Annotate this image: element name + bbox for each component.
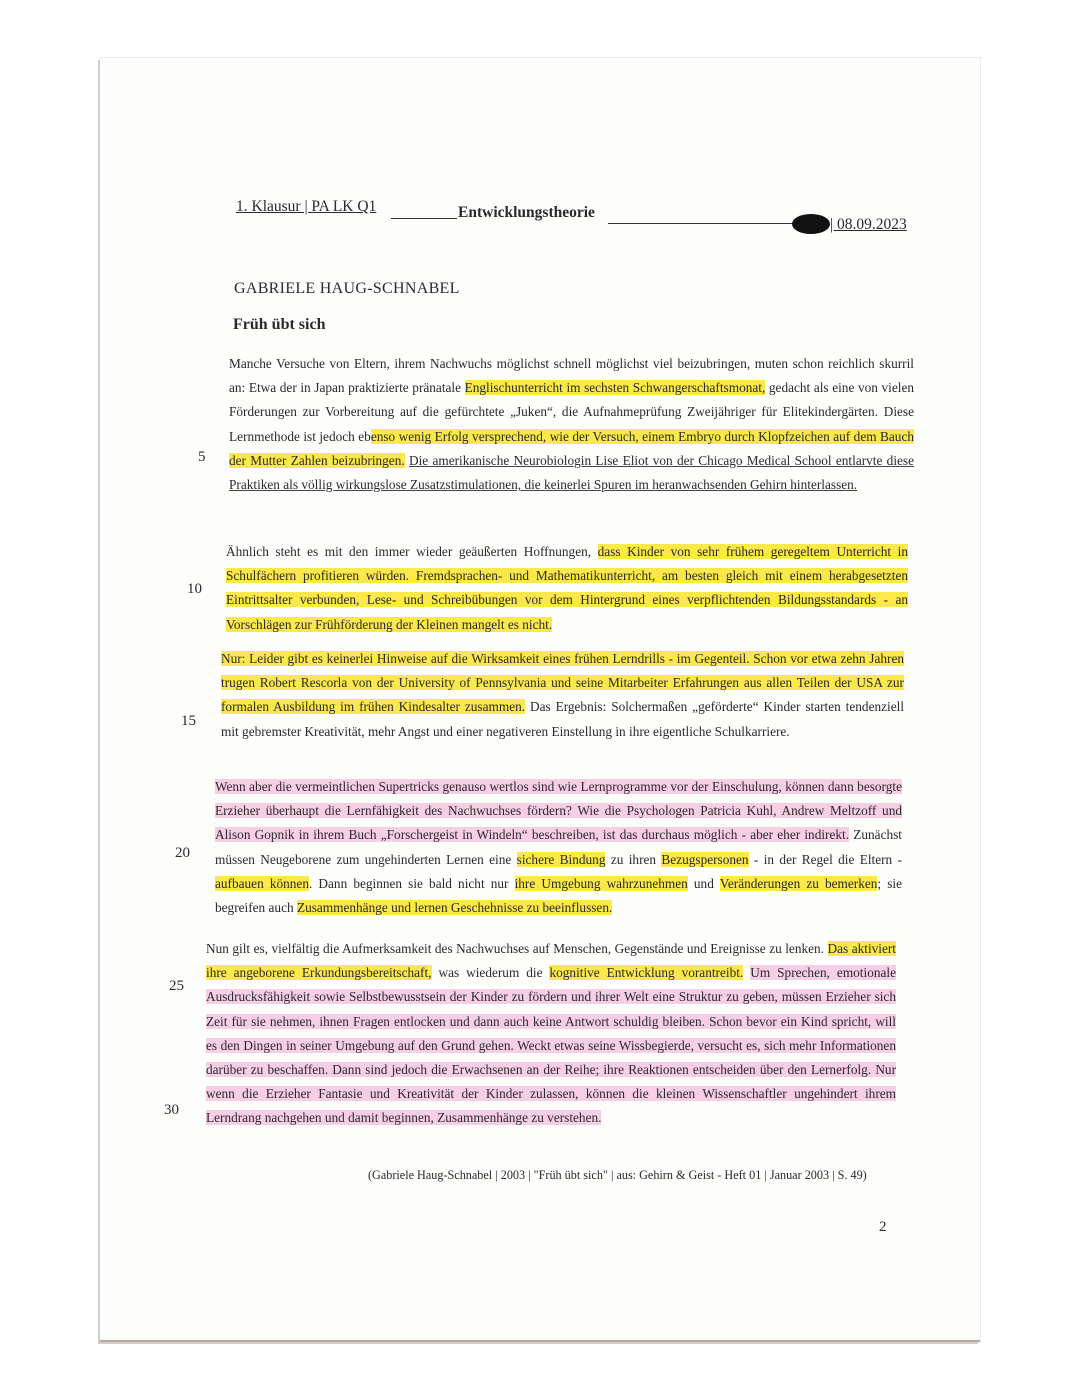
underlined-text: Die amerikanische Neurobiologin Lise Eliot von der Chicago Medical School entlarvte diese Praktiken als völlig wirkungslose Zusatzstimulationen, die keinerlei Spuren im heranwachsenden Gehirn hinterlassen. — [229, 452, 914, 493]
header-rule — [391, 218, 457, 219]
highlight: Das aktiviert ihre angeborene Erkundungsbereitschaft, — [206, 941, 897, 981]
highlight: Nur: Leider gibt es keinerlei Hinweise auf die Wirksamkeit eines frühen Lerndrills - im Gegenteil. Schon vor etwa zehn Jahren trugen Robert Rescorla von der University of Pennsylvania und seine Mitarbeiter Erfahrungen aus allen Teilen der USA zur formalen Ausbildung im frühen Kindesalter zusammen. — [221, 651, 904, 715]
highlight: ihre Umgebung wahrzunehmen — [514, 875, 688, 891]
article-author: GABRIELE HAUG-SCHNABEL — [234, 280, 460, 297]
highlight: sichere Bindung — [516, 851, 606, 867]
line-number: 5 — [198, 449, 206, 465]
exam-date: | 08.09.2023 — [830, 216, 907, 233]
line-number: 20 — [175, 845, 190, 861]
paragraph-5: Nun gilt es, vielfältig die Aufmerksamkeit des Nachwuchses auf Menschen, Gegenstände und Ereignisse zu lenken. Das aktiviert ihre angeborene Erkundungsbereitschaft, was wiederum die kognitive Entwicklung vorantreibt. Um Sprechen, emotionale Ausdrucksfähigkeit sowie Selbstbewusstsein der Kinder zu fördern und ihrer Welt eine Struktur zu geben, müssen Erzieher sich Zeit für sie nehmen, ihnen Fragen entlocken und dann auch keine Antwort schuldig bleiben. Schon bevor ein Kind spricht, will es den Dingen in seiner Umgebung auf den Grund gehen. Weckt etwas seine Wissbegierde, versucht es, sich mehr Informationen darüber zu beschaffen. Dann sind jedoch die Erwachsenen an der Reihe; ihre Reaktionen entscheiden über den Lernerfolg. Nur wenn die Erzieher Fantasie und Kreativität der Kinder zulassen, können die kleinen Wissenschaftler ungehindert ihrem Lerndrang nachgehen und damit beginnen, Zusammenhänge zu verstehen. — [206, 941, 897, 1126]
source-citation: (Gabriele Haug-Schnabel | 2003 | "Früh übt sich" | aus: Gehirn & Geist - Heft 01 | Januar 2003 | S. 49) — [368, 1168, 867, 1182]
page-number: 2 — [879, 1219, 887, 1235]
highlight: Englischunterricht im sechsten Schwangerschaftsmonat, — [464, 380, 766, 396]
highlight: dass Kinder von sehr frühem geregeltem Unterricht in Schulfächern profitieren würden. Fremdsprachen- und Mathematikunterricht, am besten gleich mit einem herabgesetzten Eintrittsalter verbunden, Lese- und Schreibübungen vor dem Hintergrund eines verpflichtenden Bildungsstandards - an Vorschlägen zur Frühförderung der Kleinen mangelt es nicht. — [226, 544, 908, 632]
line-number: 30 — [164, 1102, 179, 1118]
redacted-name-scribble — [792, 214, 830, 234]
article-title: Früh übt sich — [233, 316, 326, 333]
highlight: Veränderungen zu bemerken — [719, 875, 878, 891]
paragraph-1: Manche Versuche von Eltern, ihrem Nachwuchs möglichst schnell möglichst viel beizubringen, muten schon reichlich skurril an: Etwa der in Japan praktizierte pränatale Englischunterricht im sechsten Schwangerschaftsmonat, gedacht als eine von vielen Förderungen zur Vorbereitung auf die gefürchtete „Juken“, die Aufnahmeprüfung Zweijähriger für Elitekindergärten. Diese Lernmethode ist jedoch ebenso wenig Erfolg versprechend, wie der Versuch, einem Embryo durch Klopfzeichen auf dem Bauch der Mutter Zahlen beizubringen. Die amerikanische Neurobiologin Lise Eliot von der Chicago Medical School entlarvte diese Praktiken als völlig wirkungslose Zusatzstimulationen, die keinerlei Spuren im heranwachsenden Gehirn hinterlassen. — [229, 356, 914, 493]
line-number: 10 — [187, 581, 202, 597]
highlight-pink: Wenn aber die vermeintlichen Supertricks genauso wertlos sind wie Lernprogramme vor der Einschulung, können dann besorgte Erzieher überhaupt die Lernfähigkeit des Nachwuchses fördern? Wie die Psychologen Patricia Kuhl, Andrew Meltzoff und Alison Gopnik in ihrem Buch „Forschergeist in Windeln“ beschreiben, ist das durchaus möglich - aber eher indirekt. — [215, 779, 902, 843]
paragraph-4: Wenn aber die vermeintlichen Supertricks genauso wertlos sind wie Lernprogramme vor der Einschulung, können dann besorgte Erzieher überhaupt die Lernfähigkeit des Nachwuchses fördern? Wie die Psychologen Patricia Kuhl, Andrew Meltzoff und Alison Gopnik in ihrem Buch „Forschergeist in Windeln“ beschreiben, ist das durchaus möglich - aber eher indirekt. Zunächst müssen Neugeborene zum ungehinderten Lernen eine sichere Bindung zu ihren Bezugspersonen - in der Regel die Eltern - aufbauen können. Dann beginnen sie bald nicht nur ihre Umgebung wahrzunehmen und Veränderungen zu bemerken; sie begreifen auch Zusammenhänge und lernen Geschehnisse zu beeinflussen. — [215, 779, 902, 916]
exam-topic: Entwicklungstheorie — [458, 204, 595, 221]
line-number: 15 — [181, 713, 196, 729]
exam-label: 1. Klausur | PA LK Q1 — [236, 198, 377, 215]
highlight: Bezugspersonen — [661, 851, 749, 867]
highlight: enso wenig Erfolg versprechend, wie der Versuch, einem Embryo durch Klopfzeichen auf dem Bauch der Mutter Zahlen beizubringen. — [229, 428, 914, 468]
highlight: aufbauen können — [215, 875, 309, 891]
paragraph-3: Nur: Leider gibt es keinerlei Hinweise auf die Wirksamkeit eines frühen Lerndrills - im Gegenteil. Schon vor etwa zehn Jahren trugen Robert Rescorla von der University of Pennsylvania und seine Mitarbeiter Erfahrungen aus allen Teilen der USA zur formalen Ausbildung im frühen Kindesalter zusammen. Das Ergebnis: Solchermaßen „geförderte“ Kinder starten tendenziell mit gebremster Kreativität, mehr Angst und einer negativeren Einstellung in ihre eigentliche Schulkarriere. — [221, 651, 905, 739]
paragraph-2: Ähnlich steht es mit den immer wieder geäußerten Hoffnungen, dass Kinder von sehr frühem geregeltem Unterricht in Schulfächern profitieren würden. Fremdsprachen- und Mathematikunterricht, am besten gleich mit einem herabgesetzten Eintrittsalter verbunden, Lese- und Schreibübungen vor dem Hintergrund eines verpflichtenden Bildungsstandards - an Vorschlägen zur Frühförderung der Kleinen mangelt es nicht. — [226, 544, 908, 632]
highlight-pink: Um Sprechen, emotionale Ausdrucksfähigkeit sowie Selbstbewusstsein der Kinder zu fördern und ihrer Welt eine Struktur zu geben, müssen Erzieher sich Zeit für sie nehmen, ihnen Fragen entlocken und dann auch keine Antwort schuldig bleiben. Schon bevor ein Kind spricht, will es den Dingen in seiner Umgebung auf den Grund gehen. Weckt etwas seine Wissbegierde, versucht es, sich mehr Informationen darüber zu beschaffen. Dann sind jedoch die Erwachsenen an der Reihe; ihre Reaktionen entscheiden über den Lernerfolg. Nur wenn die Erzieher Fantasie und Kreativität der Kinder zulassen, können die kleinen Wissenschaftler ungehindert ihrem Lerndrang nachgehen und damit beginnen, Zusammenhänge zu verstehen. — [206, 965, 896, 1126]
line-number: 25 — [169, 978, 184, 994]
highlight: Zusammenhänge und lernen Geschehnisse zu beeinflussen. — [296, 900, 613, 916]
exam-header — [236, 198, 916, 232]
header-rule — [608, 223, 796, 224]
highlight: kognitive Entwicklung vorantreibt. — [549, 965, 744, 981]
